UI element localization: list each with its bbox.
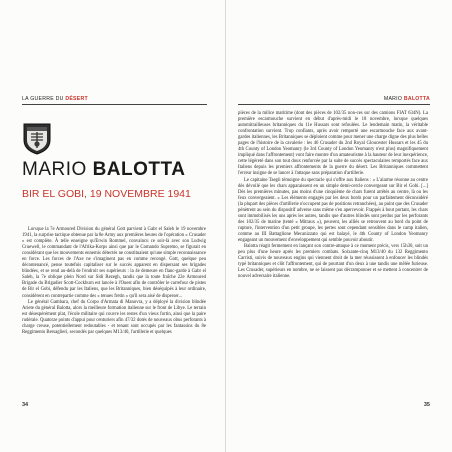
left-body-text	[22, 227, 206, 336]
running-head-highlight: DÉSERT	[65, 96, 88, 102]
chapter-title	[22, 160, 185, 180]
page-number-left: 34	[22, 402, 29, 408]
page-number-right: 35	[423, 402, 430, 408]
paragraph: Lorsque la 7e Armoured Division du général Gott parvient à Gabr el Saleh le 19 novembre 1941, la surprise tactique obtenue par la 8e Army aux premières heures de l'opération « Crusader » est complète. À telle enseigne qu'Erwin Rommel, convaincu ce soir-là avec son Ludwig Cruewell, le commandant de l'Afrika-Korps ainsi que par le Comando Supremo, se figurait en considérant que les mouvements ennemis détectés ne constituaient qu'une simple reconnaissance en force. Les forces de l'Axe ne s'imaginent pas en comme recongé. Gott, quelque peu décontenancé, pense toutefois capitaliser sur le succès apparent en dispersant ses brigades blindées, et se rend au-delà de l'endroit ses supérieurs : la 4e demeure en flanc-garde à Gabr el Saleh, la 7e oblique plein Nord sur Sidi Rezegh, tandis que la toute fraîche 22e Armoured Brigade du Brigadier Scott-Cockburn est lancée à l'Ouest afin de contrôler le carrefour de pistes de Bir el Gobi, défendu par les Italiens, que les Britanniques, bien déséquipés à leur ordinaire, considèrent en contrepartie comme des « tenues fretin » qu'il sera aisé de disperser...	[22, 227, 206, 299]
paragraph: Le général Gambara, chef du Corpo d'Armata di Manovra, y a déployé la division blindée Ariete du général Balotta, alors la meilleure formation italienne sur le front de Libye. Le terrain est désespérément plat, l'école militaire qui couvre les restes d'un vieux fortin, ainsi que la paire rudérale. Quatorze points d'appui pour centuriers afin 47/32 dotés de nouveaux obus perforants à charge creuse, potentiellement redoutables - et tenant sont occupés par les fantassins du 8e Reggimento Bersaglieri, secondés par quelques M13/40, l'artillerie et quelques	[22, 299, 206, 335]
running-head-left	[22, 96, 88, 102]
paragraph: pièces de la milice maritime (dont des pièces de 102/35 non-ces sur des camions FIAT 634N). La première escarmouche survient en début d'après-midi le 18 novembre, lorsque quelques automitrailleuses britanniques du 11e Hussars sont refoulées. Le lendemain matin, la véritable confrontation survient. Trop confiants, après avoir remporté une escarmouche face aux avant-gardes italiennes, les Britanniques se déploient comme pour mener une charge digne des plus belles pages de l'histoire de la cavalerie : les 46 Crusader du 2nd Royal Gloucester Hussars et les 45 du 4th County of London Yeomanry (le 3rd County of London Yeomanry n'est plus) magnifiquement impliqué dans l'affrontement) vont faire montre d'un amateurisme à la hauteur de leur inexpérience, cette légèreté dans son tout doux renforcée par la suite de succès spectaculaires remportés face aux Italiens depuis les premiers affrontements de la guerre du désert. Les Britanniques commettent l'erreur insigne de se lancer à l'attaque sans préparation d'artillerie.	[238, 111, 428, 177]
running-head-right	[384, 96, 430, 102]
title-last-name: BALOTTA	[92, 159, 186, 180]
header-rule	[22, 104, 207, 105]
running-head-prefix: MARIO	[383, 96, 403, 102]
header-rule	[238, 104, 430, 105]
running-head-prefix: LA GUERRE DU	[22, 96, 64, 102]
right-body-text	[238, 111, 428, 280]
division-crest-icon	[22, 122, 52, 155]
right-page	[226, 0, 452, 452]
paragraph: Le capitaine Taegii témoigne du spectacle qui s'offre aux Italiens : « L'alarme résonne au centre dès dévoilé que les chars apparaissent en un simple demi-cercle convergeant sur Bir el Gobi. [...] Dès les premières minutes, pas moins d'une cinquième de chars furent arrêtés au centre, là ou les feux convergeaient. » Les éléments engagés par les deux bords pour un parfaitement déconsidéré (la plupart des pièces d'artillerie n'occupent pas de positions retranchées), au point que des Crusader pénètrent au sein du dispositif adverse sans même s'en apercevoir. Frappés à bout portant, les chars sont immobilisés les uns après les autres, tandis que d'autres blindés sont perdus par les perforants des 102/35 de marine (tenté « Mitraux »), peuvent, les alliés se retrouvent au bord du point de rupture, l'intervention d'un petit groupe, les pertes sont cependant sensibles dans le camp italien, comme au III Battaglione Mecanizzato qui est balayé, le 4th County of London Yeomanry engageant un mouvement d'enveloppement qui semble pouvoir aboutir.	[238, 177, 428, 243]
title-first-name: MARIO	[22, 159, 87, 180]
paragraph: Balotta réagit fermement en lançant son contre-attaque à ce moment précis, vers 15h30, soit un peu plus d'une heure après les premiers combats. Soixante-cinq M13/40 du 132 Reggimento Carristi, suivis de nouveaux engins qui viennent droit de la mer réussissent à enfoncer les blindés typé britanniques et clôt l'affrontement, qui de pourtant d'un deux à une tandis une mêlée furieuse. Les Crusader, supérieurs en nombre, ne se laissent pas décramponner et se mettent à concentrer de nouvel adversaire italienne.	[238, 244, 428, 280]
chapter-subtitle: BIR EL GOBI, 19 NOVEMBRE 1941	[22, 188, 191, 200]
running-head-highlight: BALOTTA	[403, 96, 430, 102]
